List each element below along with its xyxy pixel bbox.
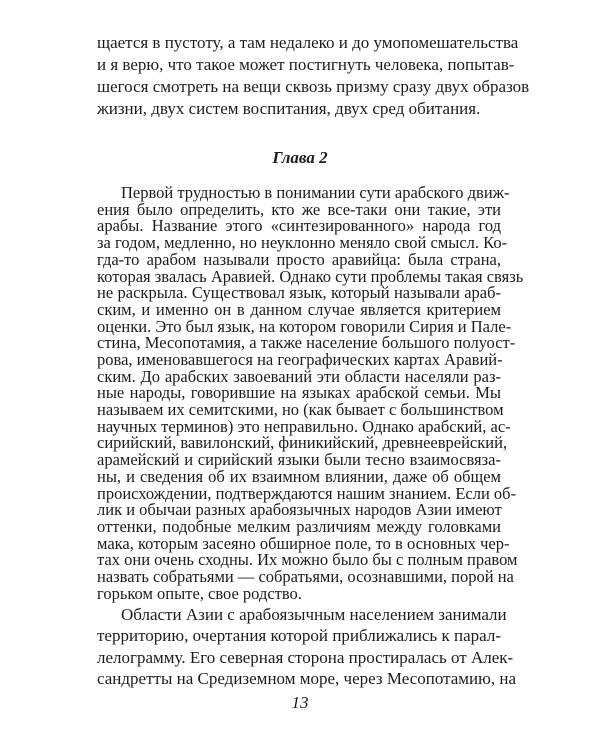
- paragraph-line: ским. До арабских завоеваний эти области населяли раз-: [97, 366, 501, 386]
- intro-line: шегося смотреть на вещи сквозь призму сразу двух образов: [97, 77, 530, 96]
- paragraph-line: ные народы, говорившие на языках арабской семьи. Мы: [97, 383, 501, 403]
- paragraph-line: гда-то арабом называли просто аравийца: была страна,: [97, 249, 501, 269]
- paragraph-line: тах они очень сходны. Их можно было бы с полным правом: [97, 550, 518, 570]
- paragraph-line: научных терминов) это неправильно. Однако арабский, ас-: [97, 416, 511, 436]
- paragraph-line: территорию, очертания которой приближались к парал-: [97, 626, 501, 646]
- paragraph-line: ения было определить, кто же все-таки они такие, эти: [97, 199, 501, 219]
- paragraph-line: Первой трудностью в понимании сути арабского движ-: [121, 183, 510, 202]
- paragraph-line: которая звалась Аравией. Однако сути проблемы такая связь: [97, 266, 524, 286]
- intro-line: щается в пустоту, а там недалеко и до умопомешательства: [97, 33, 519, 52]
- paragraph-line: оттенки, подобные мелким различиям между головками: [97, 516, 501, 536]
- paragraph-line: стина, Месопотамия, а также население большого полуост-: [97, 333, 516, 353]
- paragraph-line: мака, которым засеяно обширное поле, то в основных чер-: [97, 533, 510, 553]
- paragraph-line: назвать собратьями — собратьями, осознавшими, порой на: [97, 567, 514, 586]
- paragraph-line: Области Азии с арабоязычным населением занимали: [121, 605, 507, 624]
- paragraph-line: ны, и сведения об их взаимном влиянии, даже об общем: [97, 466, 501, 486]
- paragraph-line: происхождении, подтверждаются нашим знанием. Если об-: [97, 483, 517, 503]
- chapter-title: Глава 2: [272, 148, 328, 167]
- paragraph-line: ским, и именно он в данном случае является критерием: [97, 299, 501, 319]
- paragraph-line: не раскрыла. Существовал язык, который называли араб-: [97, 283, 501, 303]
- paragraph-line: арабы. Название этого «синтезированного» народа год: [97, 216, 501, 236]
- page-number: 13: [291, 693, 309, 712]
- paragraph-line: сирийский, вавилонский, финикийский, древнееврейский,: [97, 433, 508, 453]
- paragraph-line: называем их семитскими, но (как бывает с большинством: [97, 400, 504, 419]
- paragraph-line: сандретты на Средиземном море, через Месопотамию, на: [97, 669, 516, 688]
- paragraph-line: за годом, медленно, но неуклонно меняло свой смысл. Ко-: [97, 233, 508, 253]
- paragraph-line: арамейский и сирийский языки были тесно взаимосвяза-: [97, 450, 501, 470]
- intro-line: и я верю, что такое может постигнуть человека, попытав-: [97, 55, 515, 74]
- paragraph-line: лик и обычаи разных арабоязычных народов Азии имеют: [97, 500, 502, 520]
- intro-line: жизни, двух систем воспитания, двух сред обитания.: [97, 99, 481, 118]
- paragraph-line: лелограмму. Его северная сторона простиралась от Алек-: [97, 647, 514, 667]
- paragraph-line: горьком опыте, свое родство.: [97, 583, 302, 603]
- paragraph-line: рова, именовавшегося на географических картах Аравий-: [97, 349, 503, 369]
- paragraph-line: оценки. Это был язык, на котором говорили Сирия и Пале-: [97, 316, 512, 336]
